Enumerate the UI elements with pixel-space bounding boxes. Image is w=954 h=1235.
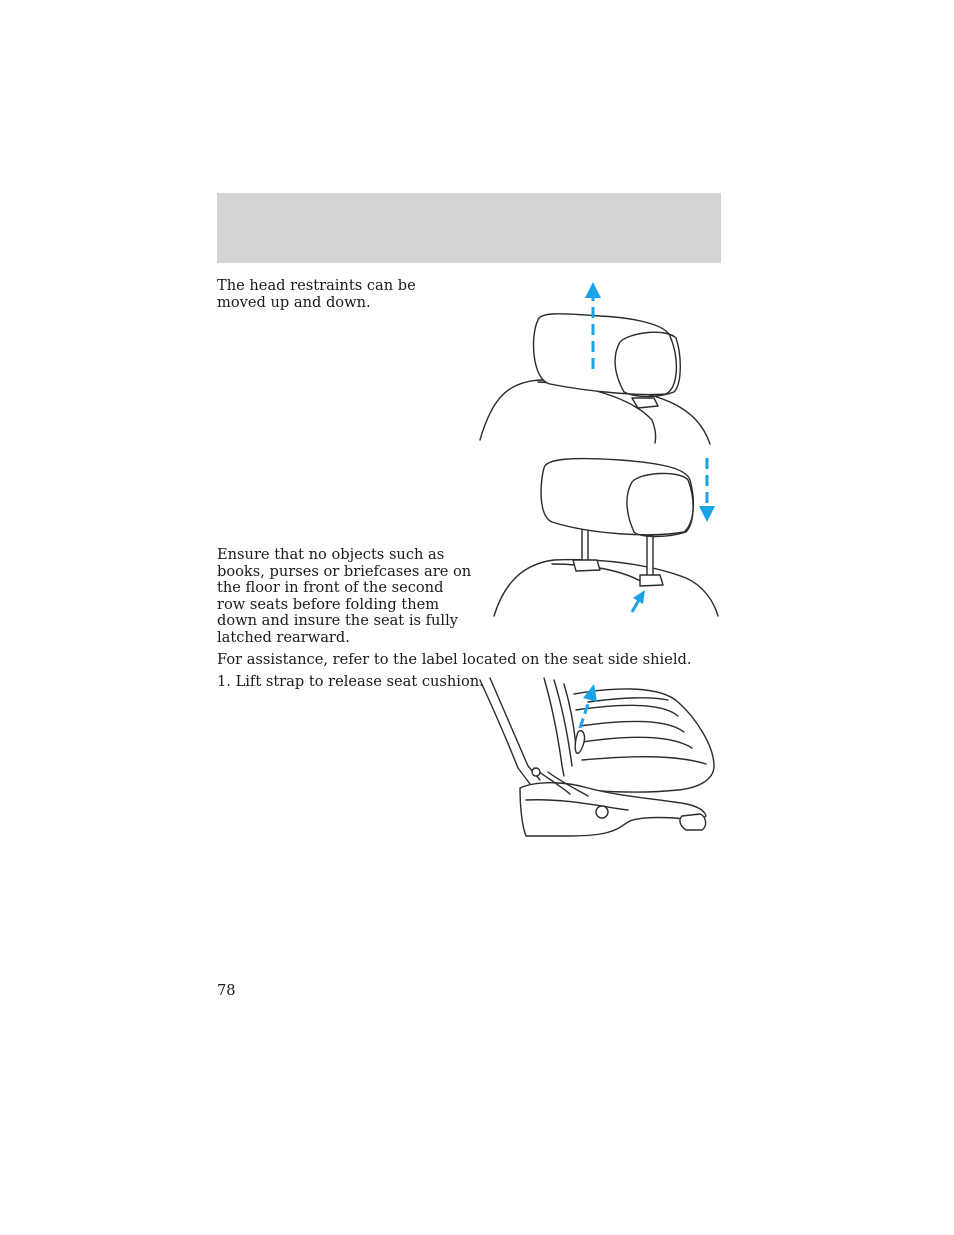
- folding-caution-text: Ensure that no objects such as books, purses or briefcases are on the floor in front of the second row seats before folding them down and insure the seat is fully latched rearward.: [217, 546, 472, 646]
- head-restraint-text: The head restraints can be moved up and down.: [217, 277, 416, 311]
- page-number: 78: [217, 982, 236, 999]
- cushion-arrow-up-icon: [583, 684, 597, 702]
- arrow-down-icon: [699, 506, 715, 522]
- seat-cushion-release-illustration: [478, 676, 718, 842]
- head-restraint-lowered-illustration: [490, 452, 722, 620]
- arrow-up-icon: [585, 282, 601, 298]
- step-1-text: 1. Lift strap to release seat cushion.: [217, 673, 484, 690]
- head-restraint-raised-illustration: [480, 280, 712, 446]
- section-header-band: [217, 193, 721, 263]
- assistance-text: For assistance, refer to the label located on the seat side shield.: [217, 651, 692, 668]
